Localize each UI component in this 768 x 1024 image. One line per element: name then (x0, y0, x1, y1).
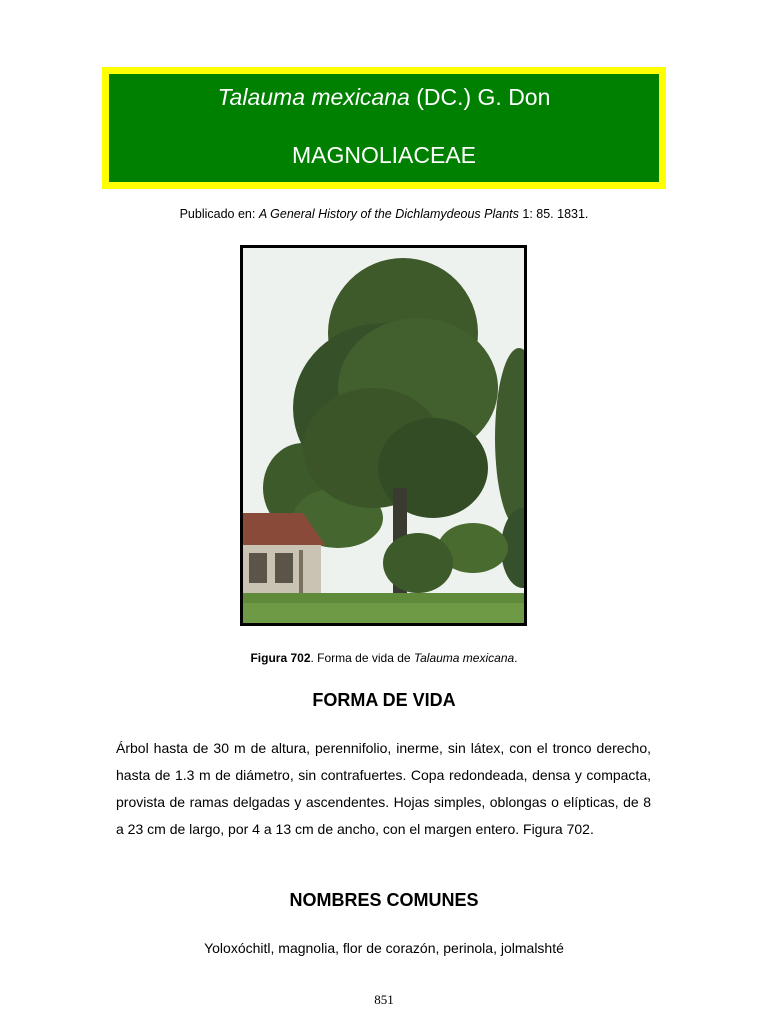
forma-de-vida-text: Árbol hasta de 30 m de altura, perennifolio, inerme, sin látex, con el tronco derecho, hasta de 1.3 m de diámetro, sin contrafuertes. Copa redondeada, densa y compacta, provista de ramas delgadas y ascendentes. Hojas simples, oblongas o elípticas, de 8 a 23 cm de largo, por 4 a 13 cm de ancho, con el margen entero. Figura 702. (116, 740, 651, 837)
nombres-comunes-text: Yoloxóchitl, magnolia, flor de corazón, perinola, jolmalshté (204, 940, 564, 956)
figure-caption-end: . (514, 651, 518, 665)
species-title (109, 82, 659, 112)
heading-nombres-comunes: NOMBRES COMUNES (289, 890, 479, 910)
figure-species: Talauma mexicana (413, 651, 515, 665)
species-authority: (DC.) G. Don (409, 84, 551, 110)
publication-line (0, 205, 768, 223)
title-box (102, 67, 666, 189)
heading-forma-de-vida: FORMA DE VIDA (312, 690, 456, 710)
page-number: 851 (374, 992, 394, 1007)
tree-photo-illustration (243, 248, 524, 623)
species-name: Talauma mexicana (217, 84, 410, 110)
publication-work: A General History of the Dichlamydeous Plants (258, 207, 519, 221)
publication-citation: 1: 85. 1831. (518, 207, 589, 221)
figure-caption (0, 650, 768, 666)
family-title: MAGNOLIACEAE (291, 142, 477, 168)
tree-photo (240, 245, 527, 626)
figure-label: Figura 702 (250, 651, 311, 665)
publication-prefix: Publicado en: (179, 207, 259, 221)
figure-caption-text: . Forma de vida de (310, 651, 414, 665)
